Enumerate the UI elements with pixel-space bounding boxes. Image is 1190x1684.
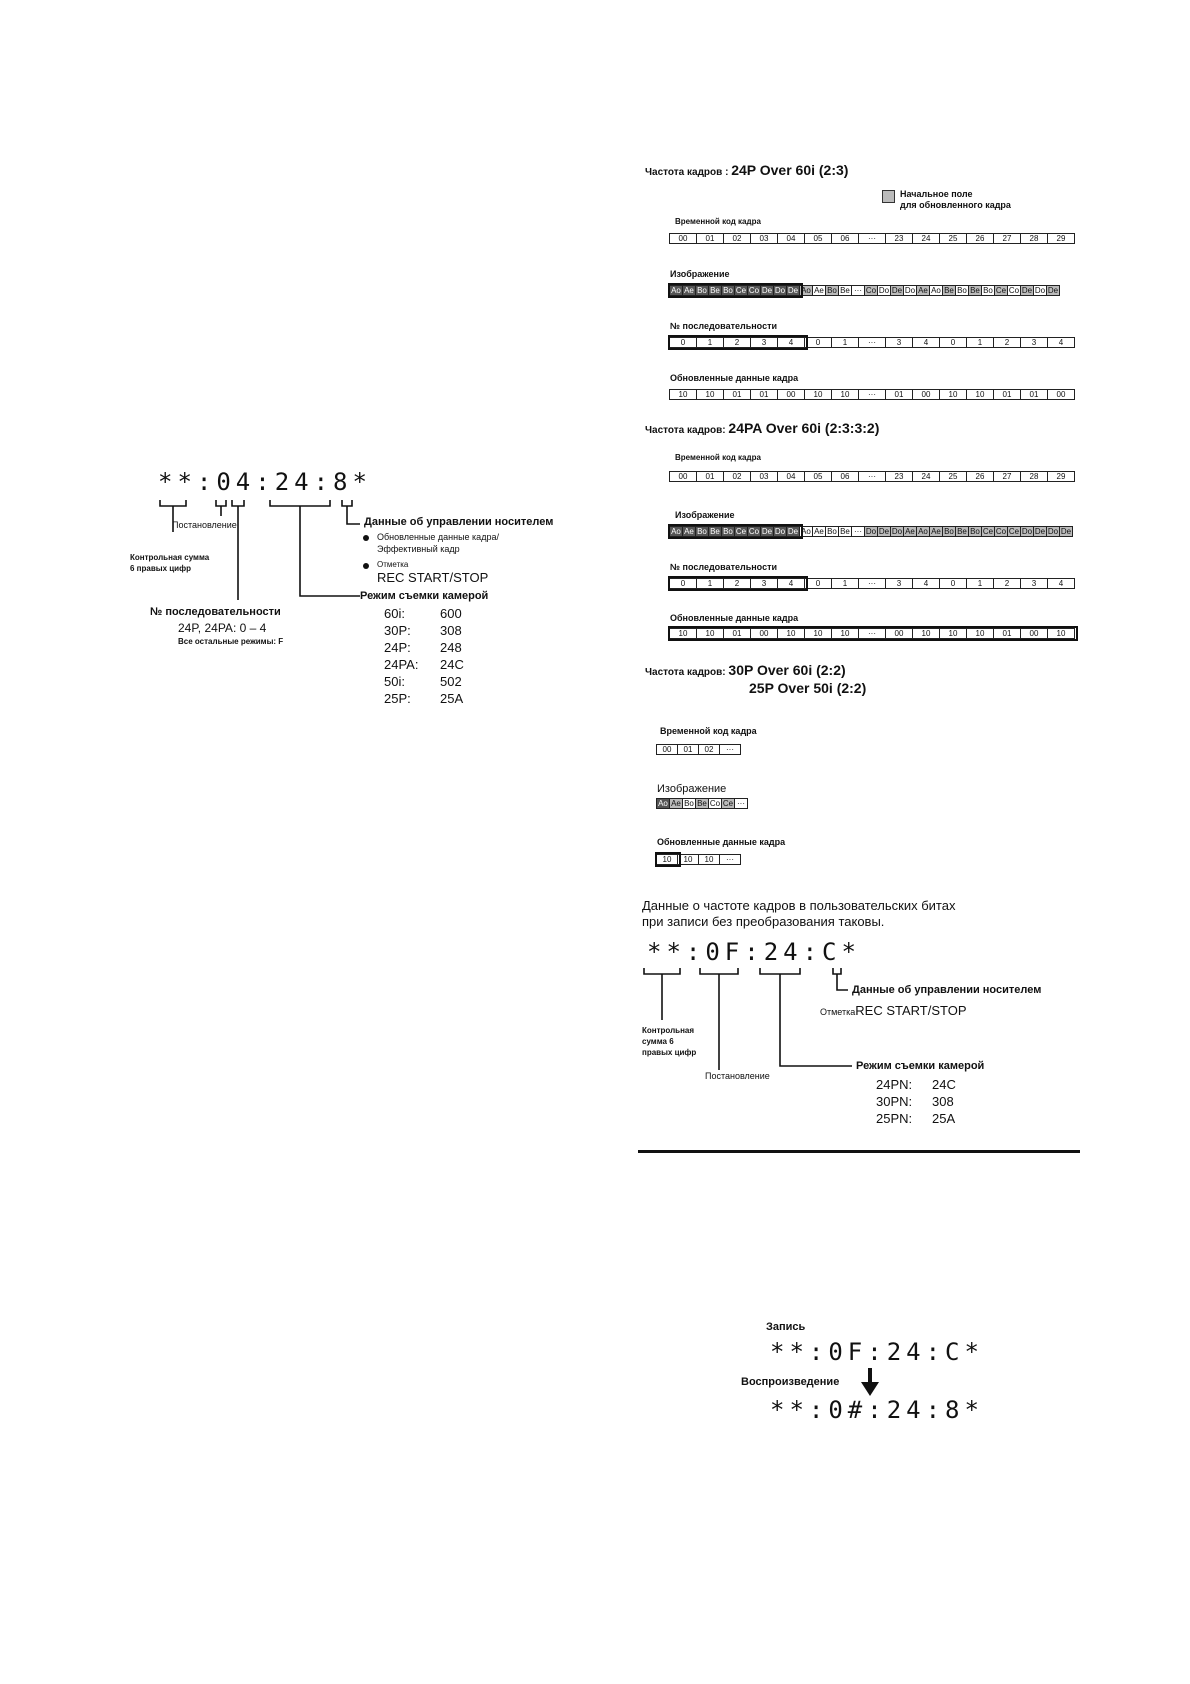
left-label-media: Данные об управлении носителем (364, 516, 554, 528)
userbits-label-postanovlenie: Постановление (705, 1071, 770, 1081)
sequence-cell: 10 (677, 854, 699, 865)
sequence-cell: 24 (912, 233, 940, 244)
s2-label-sequence: № последовательности (670, 562, 778, 572)
sequence-cell: 10 (966, 628, 994, 639)
mode-name: 50i: (384, 674, 405, 689)
sequence-cell: 01 (677, 744, 699, 755)
sequence-cell: ··· (858, 337, 886, 348)
sequence-cell: Ce (722, 799, 734, 808)
sequence-cell: 10 (804, 628, 832, 639)
sequence-cell: 04 (777, 233, 805, 244)
section3-title-line2: 25P Over 50i (2:2) (749, 680, 867, 696)
left-timecode: **:04:24:8* (158, 468, 372, 496)
sequence-cell: Be (695, 798, 709, 809)
sequence-cell: 1 (831, 578, 859, 589)
sequence-cell: 10 (912, 628, 940, 639)
sequence-cell: Do (1021, 527, 1033, 536)
userbits-mark-value: REC START/STOP (855, 1003, 967, 1018)
sequence-cell: Co (1008, 286, 1020, 295)
sequence-cell: 3 (750, 578, 778, 589)
sequence-cell: 1 (966, 578, 994, 589)
sequence-cell: 28 (1020, 233, 1048, 244)
sequence-cell: Bo (825, 526, 839, 537)
sequence-cell: Ae (812, 526, 826, 537)
sequence-cell: 1 (696, 337, 724, 348)
sequence-cell: Ao (669, 285, 683, 296)
mode-code: 600 (440, 606, 462, 621)
mode-name: 60i: (384, 606, 405, 621)
sequence-cell: 27 (993, 233, 1021, 244)
sequence-cell: 10 (777, 628, 805, 639)
record-label: Запись (766, 1321, 806, 1333)
sequence-cell: Be (708, 526, 722, 537)
sequence-cell: ··· (858, 628, 886, 639)
sequence-cell: 00 (669, 471, 697, 482)
sequence-cell: 27 (993, 471, 1021, 482)
sequence-cell: ··· (851, 285, 865, 296)
sequence-cell: Be (838, 285, 852, 296)
s1-label-image: Изображение (670, 269, 730, 279)
sequence-cell: ··· (719, 854, 741, 865)
sequence-cell: Bo (682, 798, 696, 809)
sequence-cell: Co (865, 286, 877, 295)
sequence-cell: 10 (669, 389, 697, 400)
sequence-cell: 1 (831, 337, 859, 348)
mode-code: 502 (440, 674, 462, 689)
left-label-checksum: Контрольная сумма 6 правых цифр (130, 553, 210, 573)
sequence-cell: Do (891, 527, 903, 536)
sequence-cell: 25 (939, 471, 967, 482)
sequence-cell: Ae (682, 285, 696, 296)
sequence-cell: 10 (696, 628, 724, 639)
sequence-cell: 26 (966, 471, 994, 482)
sequence-cell: 04 (777, 471, 805, 482)
sequence-cell: 03 (750, 233, 778, 244)
sequence-cell: ··· (734, 798, 748, 809)
sequence-cell: 0 (669, 578, 697, 589)
playback-label: Воспроизведение (741, 1376, 840, 1388)
mode-name: 24P: (384, 640, 411, 655)
sequence-cell: 00 (777, 389, 805, 400)
left-label-postanovlenie: Постановление (172, 520, 237, 530)
sequence-cell: 02 (698, 744, 720, 755)
userbits-label-media: Данные об управлении носителем (852, 984, 1042, 996)
sequence-cell: 26 (966, 233, 994, 244)
sequence-cell: Ce (982, 527, 994, 536)
sequence-cell: De (891, 286, 903, 295)
legend-label: Начальное поле для обновленного кадра (900, 189, 1011, 210)
sequence-cell: De (1047, 286, 1059, 295)
s1-label-sequence: № последовательности (670, 321, 778, 331)
sequence-cell: 01 (885, 389, 913, 400)
s2-label-image: Изображение (675, 510, 735, 520)
sequence-cell: 05 (804, 233, 832, 244)
sequence-cell: Co (709, 799, 721, 808)
sequence-cell: Bo (695, 285, 709, 296)
sequence-cell: 01 (1020, 389, 1048, 400)
sequence-cell: De (878, 527, 890, 536)
sequence-cell: 10 (939, 389, 967, 400)
sequence-cell: 0 (939, 578, 967, 589)
sequence-cell: Ae (682, 526, 696, 537)
sequence-cell: Be (838, 526, 852, 537)
sequence-cell: Bo (942, 526, 956, 537)
sequence-cell: 01 (723, 628, 751, 639)
sequence-cell: Be (708, 285, 722, 296)
sequence-cell: Do (774, 286, 786, 295)
sequence-cell: Ce (995, 286, 1007, 295)
sequence-cell: Ao (656, 798, 670, 809)
s3-label-timecode: Временной код кадра (660, 726, 757, 736)
sequence-cell: 25 (939, 233, 967, 244)
sequence-cell: Bo (968, 526, 982, 537)
sequence-cell: ··· (858, 389, 886, 400)
sequence-cell: 23 (885, 233, 913, 244)
sequence-cell: De (1021, 286, 1033, 295)
sequence-cell: 3 (885, 337, 913, 348)
left-label-mode: Режим съемки камерой (360, 590, 489, 602)
section2-title-prefix: Частота кадров: (645, 425, 729, 436)
sequence-cell: 10 (1047, 628, 1075, 639)
sequence-cell: 10 (696, 389, 724, 400)
mode-code: 25A (932, 1111, 956, 1126)
sequence-cell: Ce (735, 527, 747, 536)
mode-code: 24C (932, 1077, 956, 1092)
sequence-cell: 10 (804, 389, 832, 400)
sequence-cell: Ao (799, 285, 813, 296)
sequence-cell: 0 (939, 337, 967, 348)
sequence-cell: De (787, 527, 799, 536)
sequence-cell: 01 (750, 389, 778, 400)
sequence-cell: 10 (939, 628, 967, 639)
sequence-cell: 10 (698, 854, 720, 865)
userbits-label-mode: Режим съемки камерой (856, 1060, 985, 1072)
sequence-cell: De (1034, 527, 1046, 536)
sequence-cell: 2 (723, 578, 751, 589)
sequence-cell: 00 (1047, 389, 1075, 400)
sequence-cell: 29 (1047, 233, 1075, 244)
sequence-cell: Do (774, 527, 786, 536)
section1-title-main: 24P Over 60i (2:3) (731, 162, 849, 178)
sequence-cell: Co (995, 527, 1007, 536)
sequence-cell: 00 (669, 233, 697, 244)
sequence-cell: Ce (1008, 527, 1020, 536)
sequence-cell: 2 (993, 578, 1021, 589)
mode-name: 30P: (384, 623, 411, 638)
sequence-cell: ··· (858, 233, 886, 244)
sequence-cell: 02 (723, 471, 751, 482)
mode-code: 24C (440, 657, 464, 672)
sequence-cell: Ao (916, 526, 930, 537)
userbits-heading: Данные о частоте кадров в пользовательских битах при записи без преобразования таковы. (642, 898, 956, 929)
sequence-cell: 01 (696, 471, 724, 482)
sequence-cell: Bo (955, 285, 969, 296)
sequence-cell: 0 (804, 578, 832, 589)
playback-timecode: **:0#:24:8* (770, 1396, 984, 1424)
sequence-cell: Bo (721, 526, 735, 537)
sequence-cell: 4 (1047, 337, 1075, 348)
sequence-cell: Ae (916, 285, 930, 296)
sequence-cell: 10 (966, 389, 994, 400)
sequence-cell: Ae (812, 285, 826, 296)
s1-label-timecode: Временной код кадра (675, 217, 761, 226)
s2-label-updated: Обновленные данные кадра (670, 613, 799, 623)
sequence-cell: Co (748, 527, 760, 536)
left-media-bullet1: Обновленные данные кадра/ Эффективный кадр (377, 532, 499, 554)
sequence-cell: Ce (735, 286, 747, 295)
sequence-cell: 28 (1020, 471, 1048, 482)
sequence-cell: Bo (695, 526, 709, 537)
mode-name: 25PN: (876, 1111, 913, 1126)
section3-title-prefix: Частота кадров: (645, 667, 729, 678)
sequence-cell: 00 (912, 389, 940, 400)
left-media-bullet2-value: REC START/STOP (377, 570, 489, 585)
sequence-cell: 4 (912, 337, 940, 348)
sequence-cell: 2 (723, 337, 751, 348)
sequence-cell: 3 (750, 337, 778, 348)
sequence-cell: Do (1034, 286, 1046, 295)
sequence-cell: Ae (929, 526, 943, 537)
mode-name: 30PN: (876, 1094, 913, 1109)
sequence-cell: 06 (831, 471, 859, 482)
mode-name: 24PA: (384, 657, 419, 672)
s3-label-updated: Обновленные данные кадра (657, 837, 786, 847)
sequence-cell: 24 (912, 471, 940, 482)
sequence-cell: Co (748, 286, 760, 295)
s1-label-updated: Обновленные данные кадра (670, 373, 799, 383)
sequence-cell: ··· (719, 744, 741, 755)
sequence-cell: 05 (804, 471, 832, 482)
sequence-cell: ··· (851, 526, 865, 537)
sequence-cell: 4 (777, 337, 805, 348)
userbits-label-checksum: Контрольная сумма 6 правых цифр (642, 1026, 697, 1057)
sequence-cell: 23 (885, 471, 913, 482)
sequence-cell: De (761, 286, 773, 295)
sequence-cell: 03 (750, 471, 778, 482)
sequence-cell: Ao (799, 526, 813, 537)
sequence-cell: 4 (777, 578, 805, 589)
mode-name: 24PN: (876, 1077, 913, 1092)
sequence-cell: 3 (1020, 578, 1048, 589)
sequence-cell: Ao (929, 285, 943, 296)
sequence-cell: De (787, 286, 799, 295)
left-label-sequence: № последовательности (150, 606, 281, 618)
sequence-cell: Be (968, 285, 982, 296)
section3-title-line1: 30P Over 60i (2:2) (728, 662, 846, 678)
section1-title-prefix: Частота кадров : (645, 167, 732, 178)
left-sequence-others: Все остальные режимы: F (178, 637, 284, 646)
record-timecode: **:0F:24:C* (770, 1338, 984, 1366)
sequence-cell: De (1060, 527, 1072, 536)
sequence-cell: 1 (966, 337, 994, 348)
s2-label-timecode: Временной код кадра (675, 453, 761, 462)
sequence-cell: 06 (831, 233, 859, 244)
sequence-cell: Bo (721, 285, 735, 296)
left-media-bullet2-title: Отметка (377, 560, 409, 569)
sequence-cell: 01 (696, 233, 724, 244)
sequence-cell: 4 (912, 578, 940, 589)
mode-name: 25P: (384, 691, 411, 706)
mode-code: 248 (440, 640, 462, 655)
mode-code: 308 (932, 1094, 954, 1109)
userbits-mark-title: Отметка (820, 1007, 856, 1017)
sequence-cell: 00 (750, 628, 778, 639)
sequence-cell: Ao (669, 526, 683, 537)
sequence-cell: 3 (885, 578, 913, 589)
sequence-cell: Do (1047, 527, 1059, 536)
sequence-cell: Do (878, 286, 890, 295)
section2-title-main: 24PA Over 60i (2:3:3:2) (728, 420, 880, 436)
sequence-cell: 10 (669, 628, 697, 639)
sequence-cell: 1 (696, 578, 724, 589)
sequence-cell: 3 (1020, 337, 1048, 348)
mode-code: 308 (440, 623, 462, 638)
sequence-cell: 10 (831, 389, 859, 400)
sequence-cell: 00 (885, 628, 913, 639)
sequence-cell: 2 (993, 337, 1021, 348)
sequence-cell: Bo (981, 285, 995, 296)
sequence-cell: 01 (993, 628, 1021, 639)
sequence-cell: Do (865, 527, 877, 536)
sequence-cell: ··· (858, 578, 886, 589)
sequence-cell: Be (942, 285, 956, 296)
sequence-cell: 4 (1047, 578, 1075, 589)
sequence-cell: Bo (825, 285, 839, 296)
sequence-cell: 29 (1047, 471, 1075, 482)
sequence-cell: De (761, 527, 773, 536)
sequence-cell: 01 (723, 389, 751, 400)
s3-label-image: Изображение (657, 783, 727, 795)
left-sequence-values: 24P, 24PA: 0 – 4 (178, 621, 267, 635)
sequence-cell: 0 (804, 337, 832, 348)
sequence-cell: Do (904, 286, 916, 295)
mode-code: 25A (440, 691, 464, 706)
sequence-cell: 01 (993, 389, 1021, 400)
sequence-cell: 00 (656, 744, 678, 755)
sequence-cell: 10 (656, 854, 678, 865)
sequence-cell: ··· (858, 471, 886, 482)
sequence-cell: Ae (669, 798, 683, 809)
sequence-cell: 00 (1020, 628, 1048, 639)
sequence-cell: 10 (831, 628, 859, 639)
userbits-timecode: **:0F:24:C* (647, 938, 861, 966)
sequence-cell: 02 (723, 233, 751, 244)
sequence-cell: 0 (669, 337, 697, 348)
sequence-cell: Be (955, 526, 969, 537)
sequence-cell: Ae (903, 526, 917, 537)
